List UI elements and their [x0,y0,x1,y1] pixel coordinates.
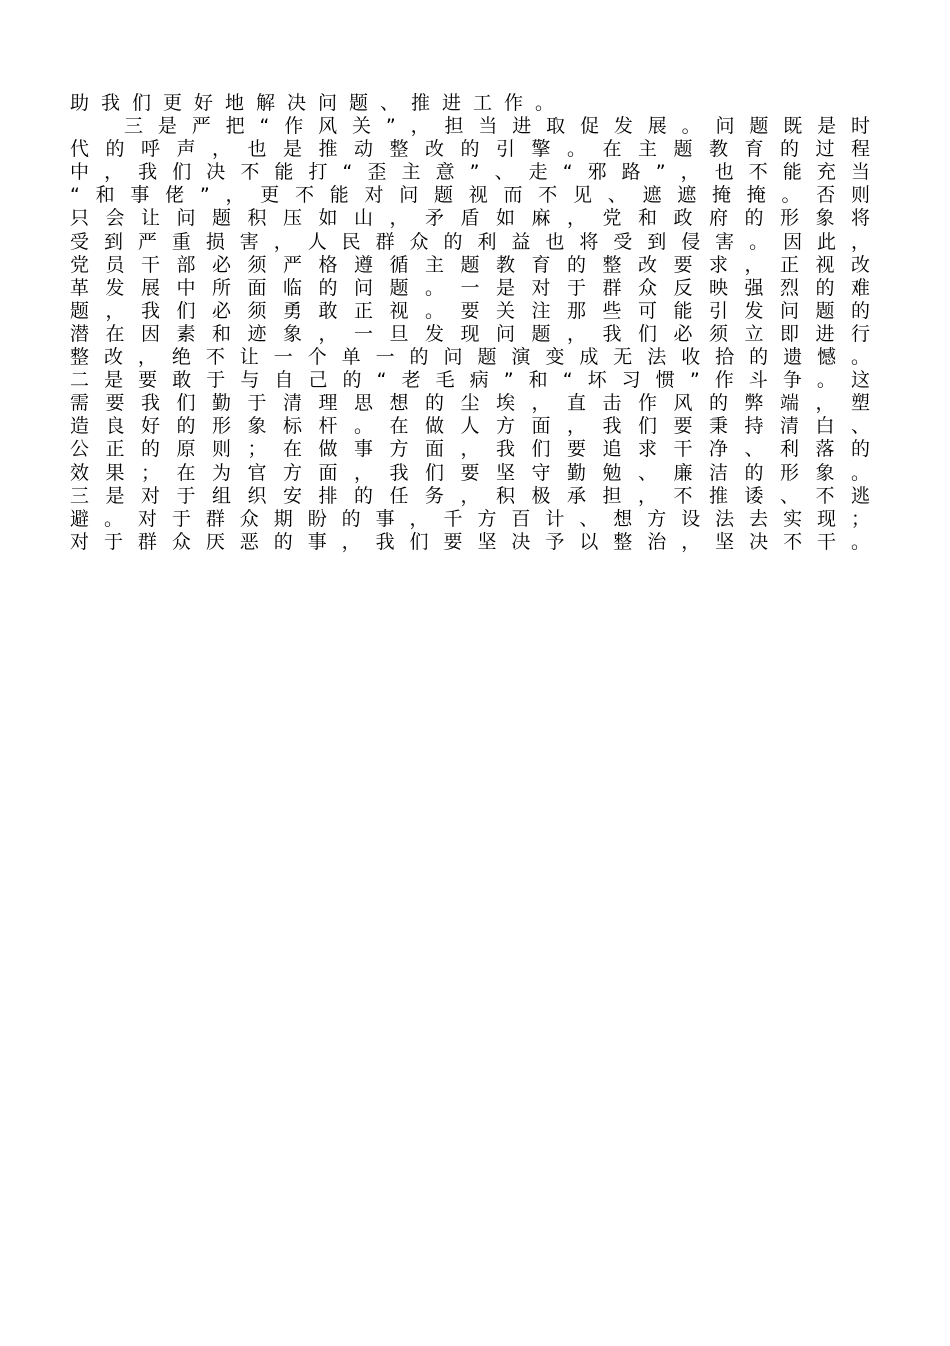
text-line: 公正的原则；在做事方面，我们要追求干净、利落的 [70,438,870,461]
text-line: 受到严重损害，人民群众的利益也将受到侵害。因此， [70,230,870,253]
text-line: 题，我们必须勇敢正视。要关注那些可能引发问题的 [70,299,870,322]
text-line: 需要我们勤于清理思想的尘埃，直击作风的弊端，塑 [70,392,870,415]
text-line: 革发展中所面临的问题。一是对于群众反映强烈的难 [70,276,870,299]
text-line: 中，我们决不能打“歪主意”、走“邪路”，也不能充当 [70,161,870,184]
text-line: 党员干部必须严格遵循主题教育的整改要求，正视改 [70,253,870,276]
body-text [70,92,870,554]
text-line: 代的呼声，也是推动整改的引擎。在主题教育的过程 [70,138,870,161]
text-line: 助我们更好地解决问题、推进工作。 [70,92,567,114]
text-line: 三是对于组织安排的任务，积极承担，不推诿、不逃 [70,484,870,507]
paragraph-start-line: 三是严把“作风关”，担当进取促发展。问题既是时 [124,115,870,138]
text-line: 整改，绝不让一个单一的问题演变成无法收拾的遗憾。 [70,346,870,369]
text-line: 避。对于群众期盼的事，千方百计、想方设法去实现； [70,507,870,530]
text-line: 对于群众厌恶的事，我们要坚决予以整治，坚决不干。 [70,530,870,553]
text-line: “和事佬”，更不能对问题视而不见、遮遮掩掩。否则 [70,184,870,207]
text-line: 造良好的形象标杆。在做人方面，我们要秉持清白、 [70,415,870,438]
text-line: 效果；在为官方面，我们要坚守勤勉、廉洁的形象。 [70,461,870,484]
text-line: 潜在因素和迹象，一旦发现问题，我们必须立即进行 [70,322,870,345]
text-line: 只会让问题积压如山，矛盾如麻，党和政府的形象将 [70,207,870,230]
text-line: 二是要敢于与自己的“老毛病”和“坏习惯”作斗争。这 [70,369,870,392]
